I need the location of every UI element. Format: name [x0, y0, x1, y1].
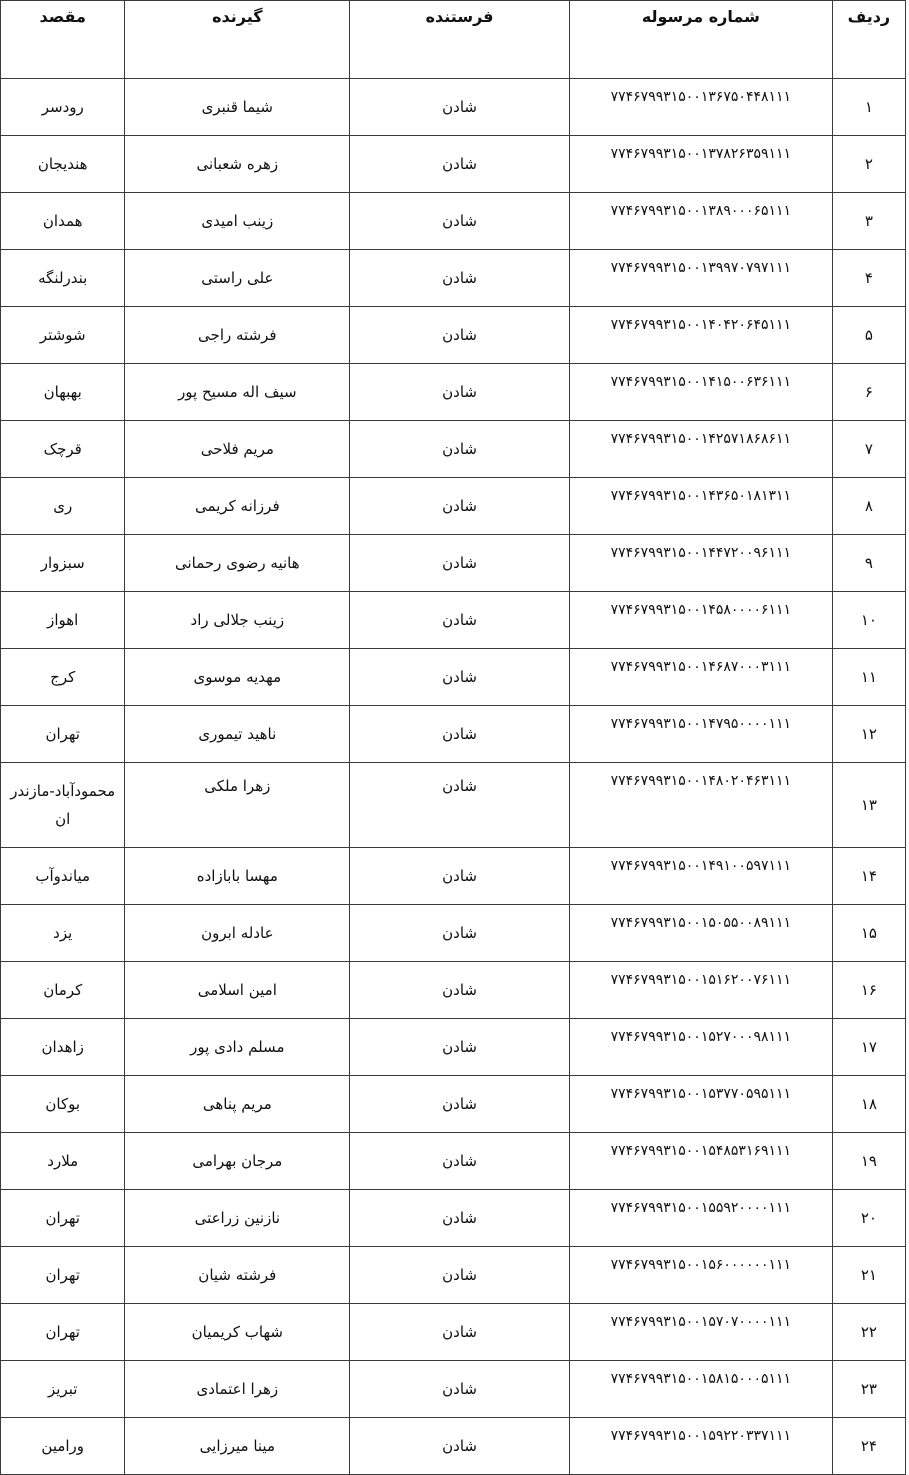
recipient-cell: فرشته شیان [125, 1247, 350, 1304]
sender-cell: شادن [350, 1304, 570, 1361]
recipient-cell: علی راستی [125, 250, 350, 307]
sender-cell: شادن [350, 79, 570, 136]
row-number-cell: ۳ [832, 193, 905, 250]
header-recipient: گیرنده [125, 1, 350, 79]
recipient-cell: نازنین زراعتی [125, 1190, 350, 1247]
table-row [1, 848, 906, 905]
sender-cell: شادن [350, 478, 570, 535]
row-number-cell: ۱۳ [832, 763, 905, 848]
destination-cell: میاندوآب [1, 848, 125, 905]
table-row [1, 364, 906, 421]
table-row [1, 592, 906, 649]
tracking-number-cell: ۷۷۴۶۷۹۹۳۱۵۰۰۱۵۴۸۵۳۱۶۹۱۱۱ [569, 1133, 832, 1190]
tracking-number-cell: ۷۷۴۶۷۹۹۳۱۵۰۰۱۴۴۷۲۰۰۹۶۱۱۱ [569, 535, 832, 592]
recipient-cell: سیف اله مسیح پور [125, 364, 350, 421]
tracking-number-cell: ۷۷۴۶۷۹۹۳۱۵۰۰۱۵۹۲۲۰۳۳۷۱۱۱ [569, 1418, 832, 1475]
destination-cell: سبزوار [1, 535, 125, 592]
sender-cell: شادن [350, 592, 570, 649]
destination-cell: تهران [1, 1190, 125, 1247]
table-row [1, 1361, 906, 1418]
sender-cell: شادن [350, 1361, 570, 1418]
table-row [1, 1076, 906, 1133]
sender-cell: شادن [350, 649, 570, 706]
sender-cell: شادن [350, 905, 570, 962]
recipient-cell: زهرا اعتمادی [125, 1361, 350, 1418]
destination-cell: تهران [1, 1247, 125, 1304]
row-number-cell: ۱۸ [832, 1076, 905, 1133]
destination-cell: ورامین [1, 1418, 125, 1475]
header-tracking-number: شماره مرسوله [569, 1, 832, 79]
header-sender: فرستنده [350, 1, 570, 79]
row-number-cell: ۱۶ [832, 962, 905, 1019]
tracking-number-cell: ۷۷۴۶۷۹۹۳۱۵۰۰۱۴۳۶۵۰۱۸۱۳۱۱ [569, 478, 832, 535]
sender-cell: شادن [350, 364, 570, 421]
table-row [1, 79, 906, 136]
recipient-cell: زهره شعبانی [125, 136, 350, 193]
recipient-cell: ناهید تیموری [125, 706, 350, 763]
row-number-cell: ۱۷ [832, 1019, 905, 1076]
table-row [1, 763, 906, 848]
row-number-cell: ۱۲ [832, 706, 905, 763]
tracking-number-cell: ۷۷۴۶۷۹۹۳۱۵۰۰۱۴۸۰۲۰۴۶۳۱۱۱ [569, 763, 832, 848]
row-number-cell: ۷ [832, 421, 905, 478]
tracking-number-cell: ۷۷۴۶۷۹۹۳۱۵۰۰۱۴۰۴۲۰۶۴۵۱۱۱ [569, 307, 832, 364]
recipient-cell: شهاب کریمیان [125, 1304, 350, 1361]
recipient-cell: شیما قنبری [125, 79, 350, 136]
tracking-number-cell: ۷۷۴۶۷۹۹۳۱۵۰۰۱۴۲۵۷۱۸۶۸۶۱۱ [569, 421, 832, 478]
recipient-cell: مریم فلاحی [125, 421, 350, 478]
table-row [1, 307, 906, 364]
destination-cell: بهبهان [1, 364, 125, 421]
table-row [1, 905, 906, 962]
recipient-cell: زینب جلالی راد [125, 592, 350, 649]
sender-cell: شادن [350, 848, 570, 905]
recipient-cell: مسلم دادی پور [125, 1019, 350, 1076]
row-number-cell: ۶ [832, 364, 905, 421]
sender-cell: شادن [350, 1247, 570, 1304]
table-row [1, 478, 906, 535]
tracking-number-cell: ۷۷۴۶۷۹۹۳۱۵۰۰۱۳۸۹۰۰۰۶۵۱۱۱ [569, 193, 832, 250]
sender-cell: شادن [350, 307, 570, 364]
sender-cell: شادن [350, 1019, 570, 1076]
row-number-cell: ۲ [832, 136, 905, 193]
destination-cell: کرمان [1, 962, 125, 1019]
destination-cell: محمودآباد-مازندر ان [1, 763, 125, 848]
header-destination: مقصد [1, 1, 125, 79]
table-row [1, 1019, 906, 1076]
sender-cell: شادن [350, 250, 570, 307]
sender-cell: شادن [350, 193, 570, 250]
row-number-cell: ۸ [832, 478, 905, 535]
destination-cell: تبریز [1, 1361, 125, 1418]
tracking-number-cell: ۷۷۴۶۷۹۹۳۱۵۰۰۱۳۷۸۲۶۳۵۹۱۱۱ [569, 136, 832, 193]
recipient-cell: امین اسلامی [125, 962, 350, 1019]
table-row [1, 136, 906, 193]
row-number-cell: ۱ [832, 79, 905, 136]
tracking-number-cell: ۷۷۴۶۷۹۹۳۱۵۰۰۱۴۶۸۷۰۰۰۳۱۱۱ [569, 649, 832, 706]
tracking-number-cell: ۷۷۴۶۷۹۹۳۱۵۰۰۱۵۵۹۲۰۰۰۰۱۱۱ [569, 1190, 832, 1247]
tracking-number-cell: ۷۷۴۶۷۹۹۳۱۵۰۰۱۵۰۵۵۰۰۸۹۱۱۱ [569, 905, 832, 962]
row-number-cell: ۲۱ [832, 1247, 905, 1304]
destination-cell: همدان [1, 193, 125, 250]
row-number-cell: ۹ [832, 535, 905, 592]
recipient-cell: هانیه رضوی رحمانی [125, 535, 350, 592]
destination-cell: ری [1, 478, 125, 535]
table-body [1, 79, 906, 1475]
recipient-cell: عادله ابرون [125, 905, 350, 962]
destination-cell: قرچک [1, 421, 125, 478]
table-row [1, 1190, 906, 1247]
header-row-number: ردیف [832, 1, 905, 79]
recipient-cell: مریم پناهی [125, 1076, 350, 1133]
recipient-cell: زینب امیدی [125, 193, 350, 250]
row-number-cell: ۲۰ [832, 1190, 905, 1247]
table-row [1, 1133, 906, 1190]
sender-cell: شادن [350, 421, 570, 478]
row-number-cell: ۱۴ [832, 848, 905, 905]
recipient-cell: فرزانه کریمی [125, 478, 350, 535]
table-row [1, 421, 906, 478]
recipient-cell: مهدیه موسوی [125, 649, 350, 706]
tracking-number-cell: ۷۷۴۶۷۹۹۳۱۵۰۰۱۵۱۶۲۰۰۷۶۱۱۱ [569, 962, 832, 1019]
recipient-cell: فرشته راجی [125, 307, 350, 364]
sender-cell: شادن [350, 706, 570, 763]
destination-cell: تهران [1, 706, 125, 763]
table-row [1, 1418, 906, 1475]
row-number-cell: ۱۱ [832, 649, 905, 706]
table-row [1, 649, 906, 706]
destination-cell: اهواز [1, 592, 125, 649]
destination-cell: زاهدان [1, 1019, 125, 1076]
tracking-number-cell: ۷۷۴۶۷۹۹۳۱۵۰۰۱۳۹۹۷۰۷۹۷۱۱۱ [569, 250, 832, 307]
tracking-number-cell: ۷۷۴۶۷۹۹۳۱۵۰۰۱۵۳۷۷۰۵۹۵۱۱۱ [569, 1076, 832, 1133]
row-number-cell: ۵ [832, 307, 905, 364]
destination-cell: هندیجان [1, 136, 125, 193]
destination-cell: بوکان [1, 1076, 125, 1133]
tracking-number-cell: ۷۷۴۶۷۹۹۳۱۵۰۰۱۴۹۱۰۰۵۹۷۱۱۱ [569, 848, 832, 905]
table-row [1, 1247, 906, 1304]
row-number-cell: ۲۳ [832, 1361, 905, 1418]
table-row [1, 962, 906, 1019]
row-number-cell: ۱۰ [832, 592, 905, 649]
destination-cell: کرج [1, 649, 125, 706]
recipient-cell: زهرا ملکی [125, 763, 350, 848]
recipient-cell: مرجان بهرامی [125, 1133, 350, 1190]
table-row [1, 1304, 906, 1361]
tracking-number-cell: ۷۷۴۶۷۹۹۳۱۵۰۰۱۳۶۷۵۰۴۴۸۱۱۱ [569, 79, 832, 136]
destination-cell: رودسر [1, 79, 125, 136]
sender-cell: شادن [350, 535, 570, 592]
destination-cell: بندرلنگه [1, 250, 125, 307]
tracking-number-cell: ۷۷۴۶۷۹۹۳۱۵۰۰۱۵۶۰۰۰۰۰۰۱۱۱ [569, 1247, 832, 1304]
destination-cell: شوشتر [1, 307, 125, 364]
table-row [1, 535, 906, 592]
table-header-row [1, 1, 906, 79]
sender-cell: شادن [350, 763, 570, 848]
recipient-cell: مینا میرزایی [125, 1418, 350, 1475]
tracking-number-cell: ۷۷۴۶۷۹۹۳۱۵۰۰۱۵۷۰۷۰۰۰۰۱۱۱ [569, 1304, 832, 1361]
sender-cell: شادن [350, 1418, 570, 1475]
destination-cell: یزد [1, 905, 125, 962]
row-number-cell: ۲۴ [832, 1418, 905, 1475]
table-row [1, 250, 906, 307]
sender-cell: شادن [350, 962, 570, 1019]
table-row [1, 193, 906, 250]
sender-cell: شادن [350, 1190, 570, 1247]
table-row [1, 706, 906, 763]
row-number-cell: ۴ [832, 250, 905, 307]
row-number-cell: ۱۵ [832, 905, 905, 962]
destination-cell: ملارد [1, 1133, 125, 1190]
destination-cell: تهران [1, 1304, 125, 1361]
tracking-number-cell: ۷۷۴۶۷۹۹۳۱۵۰۰۱۵۲۷۰۰۰۹۸۱۱۱ [569, 1019, 832, 1076]
sender-cell: شادن [350, 1133, 570, 1190]
tracking-number-cell: ۷۷۴۶۷۹۹۳۱۵۰۰۱۵۸۱۵۰۰۰۵۱۱۱ [569, 1361, 832, 1418]
tracking-number-cell: ۷۷۴۶۷۹۹۳۱۵۰۰۱۴۱۵۰۰۶۳۶۱۱۱ [569, 364, 832, 421]
recipient-cell: مهسا بابازاده [125, 848, 350, 905]
sender-cell: شادن [350, 1076, 570, 1133]
tracking-number-cell: ۷۷۴۶۷۹۹۳۱۵۰۰۱۴۵۸۰۰۰۰۶۱۱۱ [569, 592, 832, 649]
sender-cell: شادن [350, 136, 570, 193]
row-number-cell: ۲۲ [832, 1304, 905, 1361]
tracking-number-cell: ۷۷۴۶۷۹۹۳۱۵۰۰۱۴۷۹۵۰۰۰۰۱۱۱ [569, 706, 832, 763]
row-number-cell: ۱۹ [832, 1133, 905, 1190]
